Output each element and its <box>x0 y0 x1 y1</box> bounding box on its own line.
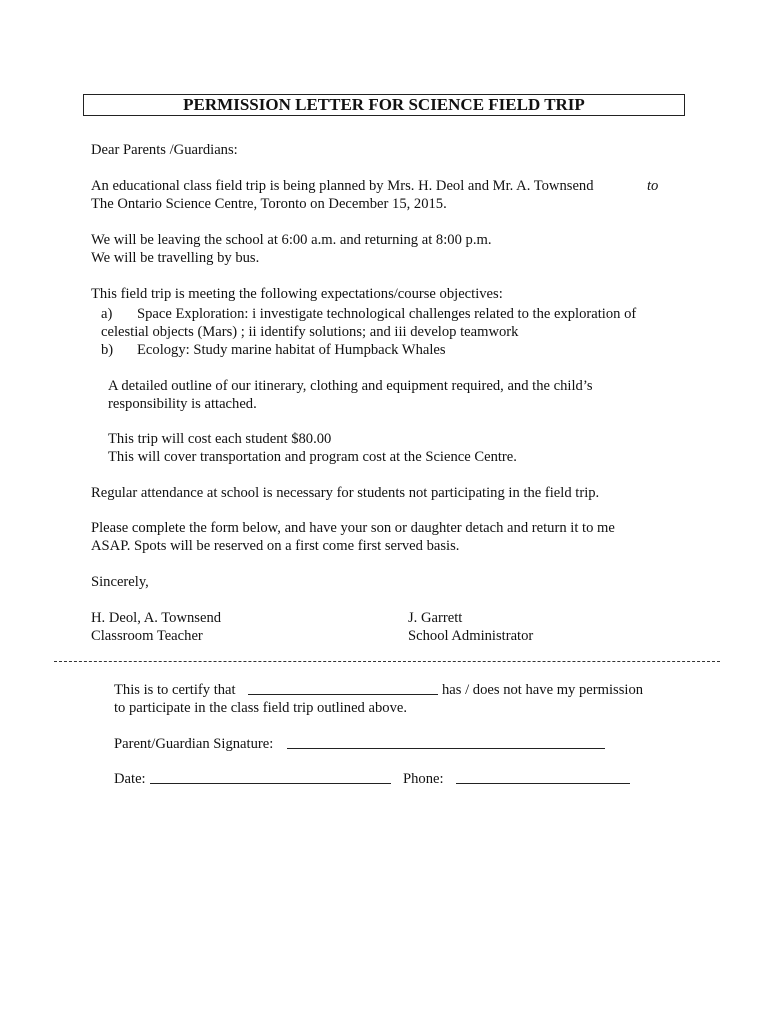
phone-label: Phone: <box>403 771 444 787</box>
closing: Sincerely, <box>91 574 149 590</box>
admin-role: School Administrator <box>408 628 534 644</box>
teacher-names: H. Deol, A. Townsend <box>91 610 222 626</box>
certify-prefix: This is to certify that <box>114 682 236 698</box>
phone-blank[interactable] <box>456 770 630 784</box>
schedule-line-2: We will be travelling by bus. <box>91 250 260 266</box>
objective-a-marker: a) <box>101 306 113 322</box>
objective-a-line-2: celestial objects (Mars) ; ii identify solutions; and iii develop teamwork <box>101 324 519 340</box>
certify-line-2: to participate in the class field trip outlined above. <box>114 700 408 716</box>
cost-line-1: This trip will cost each student $80.00 <box>108 431 332 447</box>
teacher-role: Classroom Teacher <box>91 628 203 644</box>
certify-suffix: has / does not have my permission <box>442 682 644 698</box>
outline-line-1: A detailed outline of our itinerary, clothing and equipment required, and the child’s <box>108 378 593 394</box>
objectives-heading: This field trip is meeting the following expectations/course objectives: <box>91 286 503 302</box>
schedule-line-1: We will be leaving the school at 6:00 a.m. and returning at 8:00 p.m. <box>91 232 492 248</box>
intro-line-1-end: to <box>647 178 659 194</box>
signature-blank[interactable] <box>287 735 605 749</box>
date-blank[interactable] <box>150 770 391 784</box>
objective-b-line-1: Ecology: Study marine habitat of Humpback Whales <box>137 342 446 358</box>
outline-line-2: responsibility is attached. <box>108 396 257 412</box>
instructions-line-1: Please complete the form below, and have your son or daughter detach and return it to me <box>91 520 615 536</box>
student-name-blank[interactable] <box>248 681 438 695</box>
cost-line-2: This will cover transportation and program cost at the Science Centre. <box>108 449 517 465</box>
attendance-note: Regular attendance at school is necessary for students not participating in the field trip. <box>91 485 600 501</box>
objective-b-marker: b) <box>101 342 114 358</box>
admin-name: J. Garrett <box>408 610 463 626</box>
intro-line-1: An educational class field trip is being planned by Mrs. H. Deol and Mr. A. Townsend <box>91 178 594 194</box>
signature-label: Parent/Guardian Signature: <box>114 736 274 752</box>
date-label: Date: <box>114 771 146 787</box>
instructions-line-2: ASAP. Spots will be reserved on a first come first served basis. <box>91 538 460 554</box>
salutation: Dear Parents /Guardians: <box>91 142 238 158</box>
tear-off-dashed-line <box>54 661 720 662</box>
letter-title: PERMISSION LETTER FOR SCIENCE FIELD TRIP <box>83 94 685 116</box>
intro-line-2: The Ontario Science Centre, Toronto on December 15, 2015. <box>91 196 447 212</box>
objective-a-line-1: Space Exploration: i investigate technological challenges related to the exploration of <box>137 306 637 322</box>
